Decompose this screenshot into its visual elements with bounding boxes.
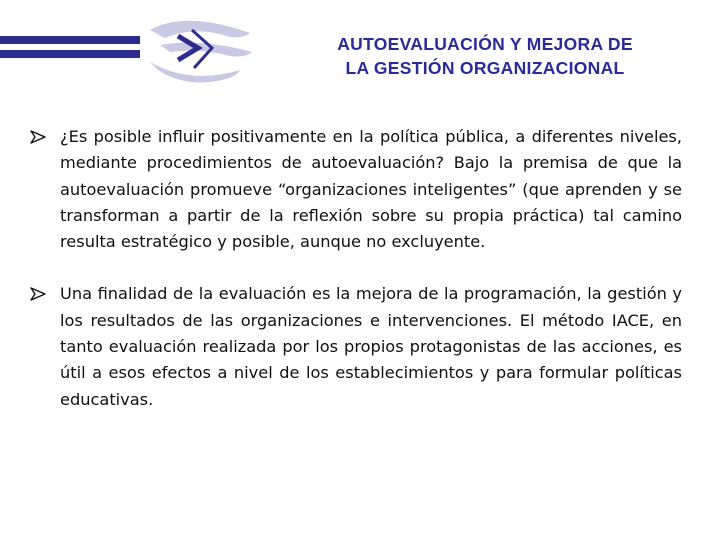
bullet-item [30,124,682,255]
title-line-2: LA GESTIÓN ORGANIZACIONAL [345,58,625,78]
swoosh-logo [0,0,270,95]
bullet-text: ¿Es posible influir positivamente en la política pública, a diferentes niveles, mediante procedimientos de autoevaluación? Bajo la premisa de que la autoevaluación promueve “organizaciones inteligentes” (que aprenden y se transforman a partir de la reflexión sobre su propia práctica) tal camino resulta estratégico y posible, aunque no excluyente. [60,127,682,252]
title-line-1: AUTOEVALUACIÓN Y MEJORA DE [337,34,633,54]
bullet-item [30,281,682,412]
bullet-text: Una finalidad de la evaluación es la mejora de la programación, la gestión y los resultados de las organizaciones e intervenciones. El método IACE, en tanto evaluación realizada por los propios protagonistas de las acciones, es útil a esos efectos a nivel de los establecimientos y para formular políticas educativas. [60,284,682,409]
arrow-bullet-icon [30,287,46,301]
bullet-list [30,124,682,439]
page-title [280,32,690,80]
arrow-bullet-icon [30,130,46,144]
